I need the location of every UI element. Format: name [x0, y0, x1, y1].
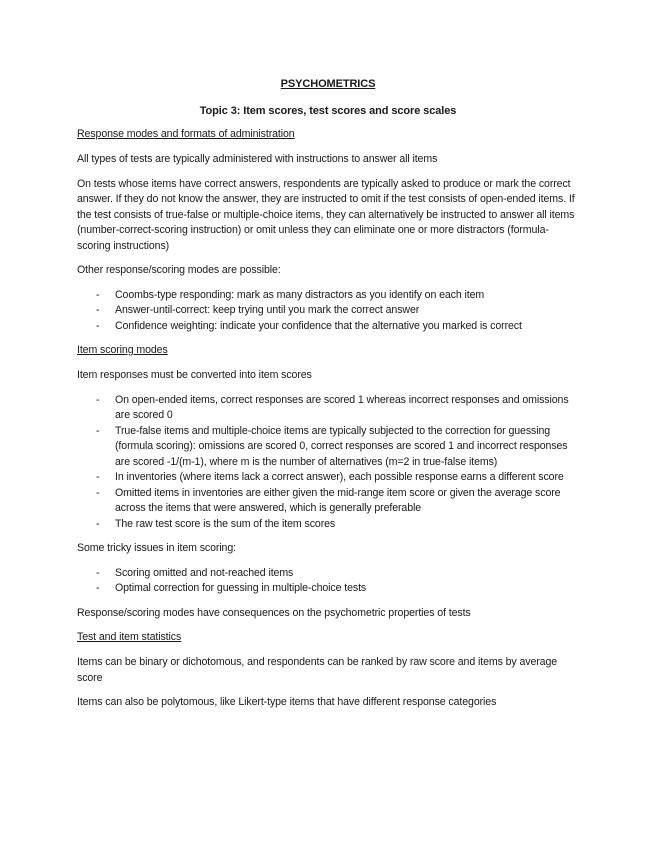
list-item: - Optimal correction for guessing in multiple-choice tests [77, 581, 579, 597]
section-heading-item-scoring: Item scoring modes [77, 344, 168, 356]
document-title: PSYCHOMETRICS [280, 78, 376, 90]
list-item: - Scoring omitted and not-reached items [77, 566, 579, 582]
paragraph: Some tricky issues in item scoring: [77, 542, 236, 554]
paragraph: Other response/scoring modes are possible: [77, 264, 281, 276]
list-item: - The raw test score is the sum of the item scores [77, 517, 579, 533]
list-item: - In inventories (where items lack a correct answer), each possible response earns a different score [77, 470, 579, 486]
bullet-list-tricky-issues [77, 566, 579, 597]
paragraph: On tests whose items have correct answers, respondents are typically asked to produce or mark the correct answer. If they do not know the answer, they are instructed to omit if the test consists of open-ended items. If the test consists of true-false or multiple-choice items, they can alternatively be instructed to answer all items (number-correct-scoring instruction) or omit unless they can eliminate one or more distractors (formula-scoring instructions) [77, 177, 575, 252]
list-item: - On open-ended items, correct responses are scored 1 whereas incorrect responses and omissions are scored 0 [77, 393, 579, 424]
paragraph: All types of tests are typically administered with instructions to answer all items [77, 153, 438, 165]
paragraph: Items can also be polytomous, like Likert-type items that have different response categories [77, 696, 497, 708]
list-item: - Answer-until-correct: keep trying until you mark the correct answer [77, 303, 579, 319]
paragraph: Response/scoring modes have consequences on the psychometric properties of tests [77, 606, 471, 619]
bullet-list-response-modes [77, 288, 579, 335]
section-heading-response-modes: Response modes and formats of administration [77, 128, 295, 140]
section-heading-test-item-statistics: Test and item statistics [77, 631, 182, 643]
bullet-list-item-scoring [77, 393, 579, 533]
list-item: - True-false items and multiple-choice items are typically subjected to the correction for guessing (formula scoring): omissions are scored 0, correct responses are scored 1 and incorrect responses are scored -1/(m-1), where m is the number of alternatives (m=2 in true-false items) [77, 424, 579, 471]
paragraph: Item responses must be converted into item scores [77, 369, 312, 381]
document-subtitle: Topic 3: Item scores, test scores and score scales [199, 105, 457, 117]
paragraph: Items can be binary or dichotomous, and respondents can be ranked by raw score and items by average score [77, 656, 558, 684]
list-item: - Omitted items in inventories are either given the mid-range item score or given the average score across the items that were answered, which is generally preferable [77, 486, 579, 517]
list-item: - Coombs-type responding: mark as many distractors as you identify on each item [77, 288, 579, 304]
list-item: - Confidence weighting: indicate your confidence that the alternative you marked is correct [77, 319, 579, 335]
